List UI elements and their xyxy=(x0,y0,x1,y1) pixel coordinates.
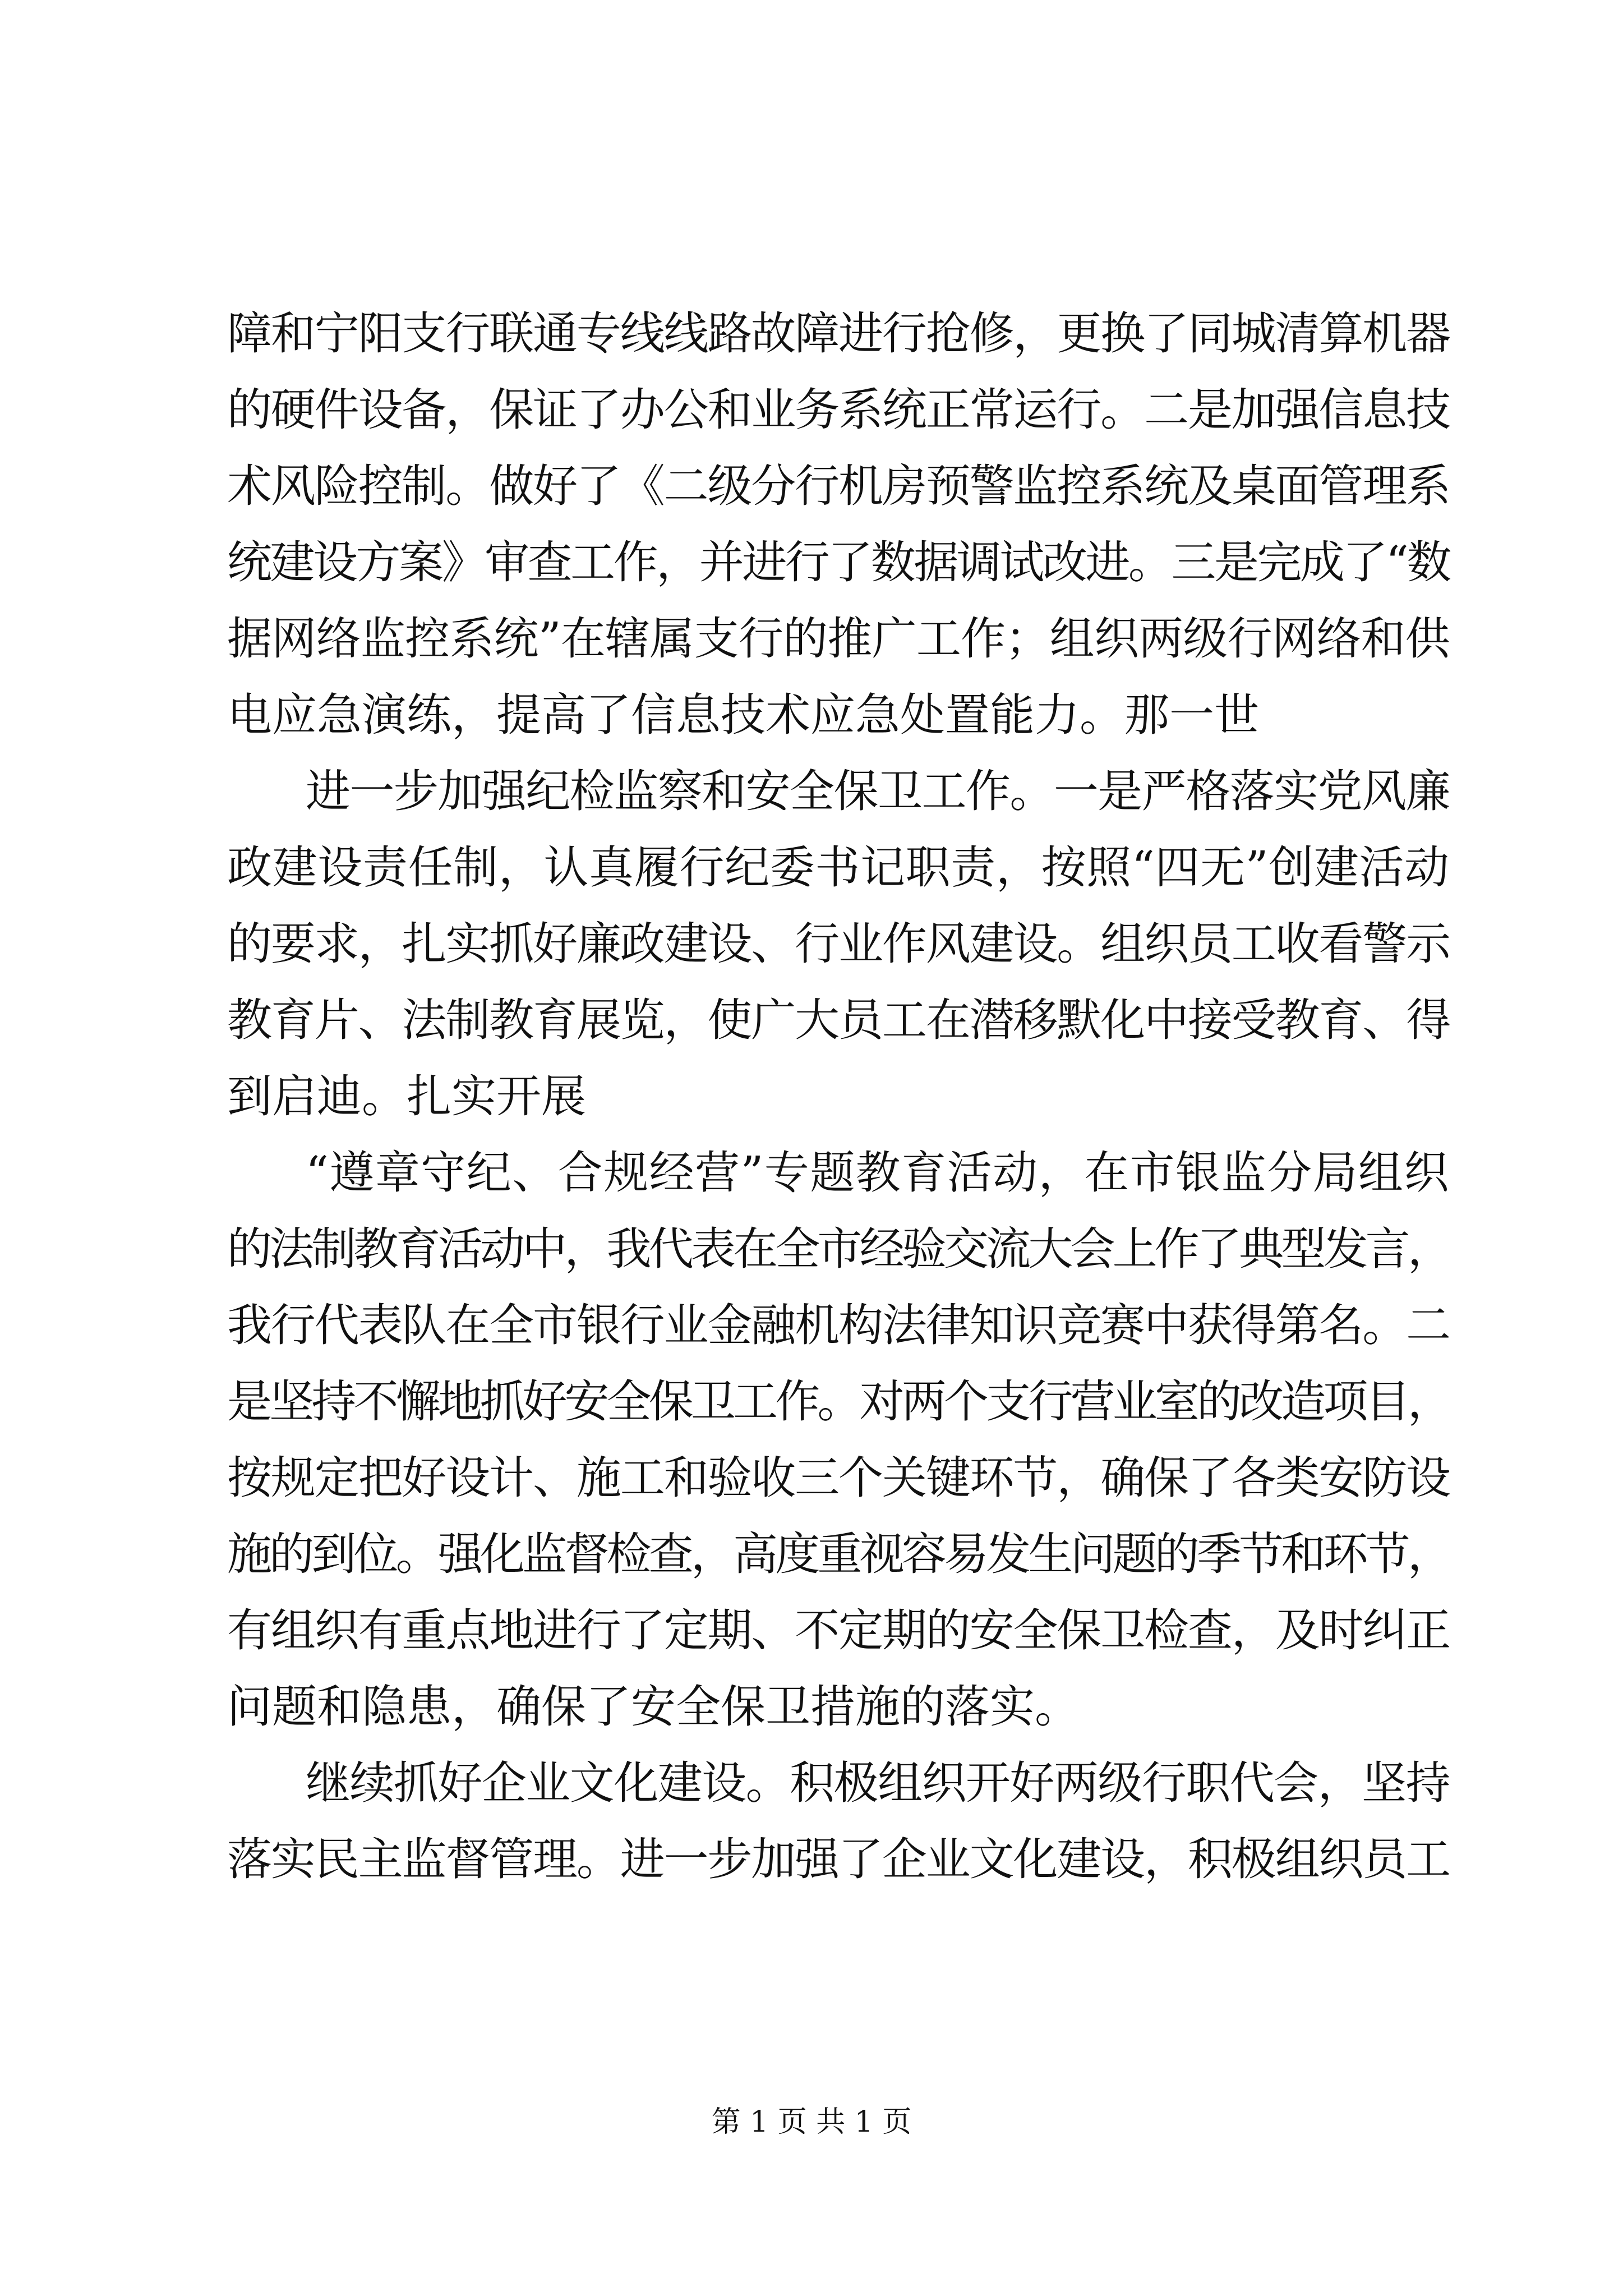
text-line: 按规定把好设计、施工和验收三个关键环节，确保了各类安防设 xyxy=(227,1452,1450,1504)
text-line: 统建设方案》审查工作，并进行了数据调试改进。三是完成了“数 xyxy=(227,536,1450,588)
text-line: 术风险控制。做好了《二级分行机房预警监控系统及桌面管理系 xyxy=(227,460,1450,512)
text-line: 是坚持不懈地抓好安全保卫工作。对两个支行营业室的改造项目， xyxy=(227,1375,1450,1428)
text-line: 障和宁阳支行联通专线线路故障进行抢修，更换了同城清算机器 xyxy=(227,307,1450,360)
text-line: 施的到位。强化监督检查，高度重视容易发生问题的季节和环节， xyxy=(227,1528,1450,1580)
text-line: 落实民主监督管理。进一步加强了企业文化建设，积极组织员工 xyxy=(227,1833,1450,1885)
text-line: 教育片、法制教育展览，使广大员工在潜移默化中接受教育、得 xyxy=(227,994,1450,1046)
text-line: 电应急演练，提高了信息技术应急处置能力。那一世 xyxy=(227,689,1259,741)
text-line: 的硬件设备，保证了办公和业务系统正常运行。二是加强信息技 xyxy=(227,384,1450,436)
text-line: 的法制教育活动中，我代表在全市经验交流大会上作了典型发言， xyxy=(227,1223,1450,1275)
text-line: 到启迪。扎实开展 xyxy=(227,1070,586,1122)
paragraph-first-line: 进一步加强纪检监察和安全保卫工作。一是严格落实党风廉 xyxy=(306,765,1450,817)
paragraph-first-line: “遵章守纪、合规经营”专题教育活动，在市银监分局组织 xyxy=(306,1147,1450,1199)
paragraph-first-line: 继续抓好企业文化建设。积极组织开好两级行职代会，坚持 xyxy=(306,1757,1450,1809)
text-line: 问题和隐患，确保了安全保卫措施的落实。 xyxy=(227,1681,1080,1733)
text-line: 我行代表队在全市银行业金融机构法律知识竞赛中获得第名。二 xyxy=(227,1299,1450,1351)
text-line: 的要求，扎实抓好廉政建设、行业作风建设。组织员工收看警示 xyxy=(227,918,1450,970)
page-footer: 第 1 页 共 1 页 xyxy=(711,2105,912,2139)
text-line: 政建设责任制，认真履行纪委书记职责，按照“四无”创建活动 xyxy=(227,841,1450,894)
text-line: 有组织有重点地进行了定期、不定期的安全保卫检查，及时纠正 xyxy=(227,1604,1450,1657)
text-line: 据网络监控系统”在辖属支行的推广工作；组织两级行网络和供 xyxy=(227,613,1450,665)
